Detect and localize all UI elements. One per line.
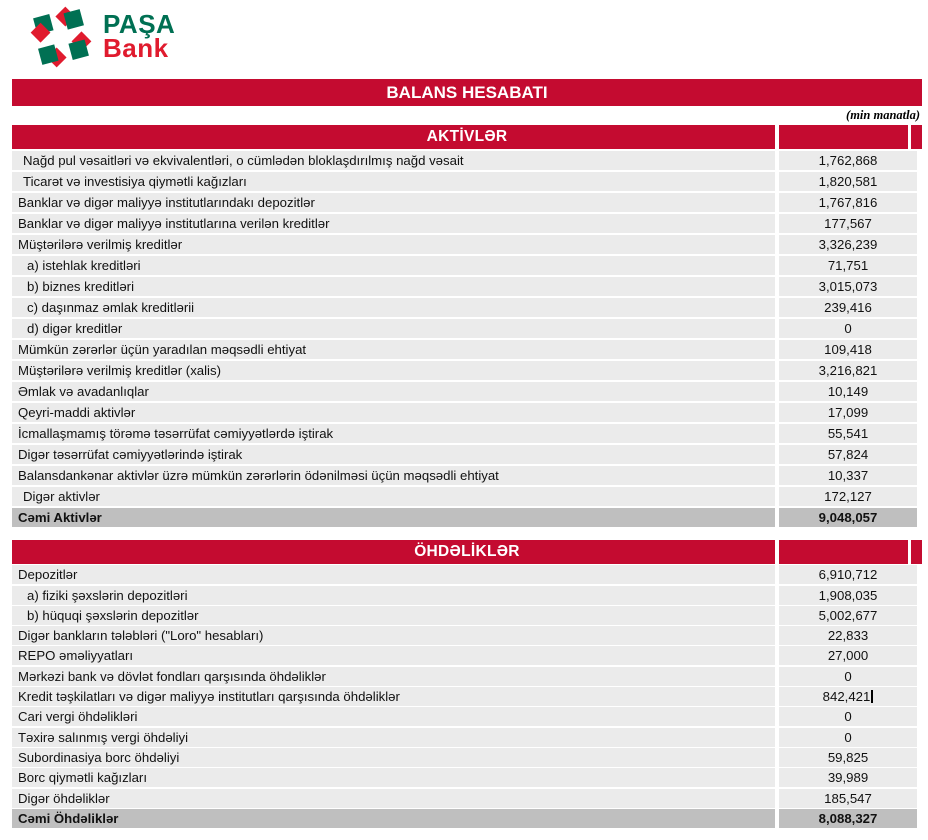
row-value-cell[interactable]: 842,421: [779, 687, 917, 706]
table-row: [12, 728, 922, 747]
row-value-cell[interactable]: 3,216,821: [779, 361, 917, 380]
logo-line-pasa: PAŞA: [103, 9, 176, 40]
logo-wordmark: [103, 9, 176, 63]
row-value-cell[interactable]: 177,567: [779, 214, 917, 233]
table-row: [12, 667, 922, 686]
table-row: [12, 340, 922, 359]
row-value-cell[interactable]: 109,418: [779, 340, 917, 359]
table-row: [12, 606, 922, 625]
row-value-cell[interactable]: 1,762,868: [779, 151, 917, 170]
row-label-cell[interactable]: Borc qiymətli kağızları: [12, 768, 775, 787]
row-value-cell[interactable]: 1,908,035: [779, 586, 917, 605]
table-row: [12, 382, 922, 401]
table-row: [12, 151, 922, 170]
unit-note: (min manatla): [846, 108, 920, 122]
row-label-cell[interactable]: Kredit təşkilatları və digər maliyyə institutları qarşısında öhdəliklər: [12, 687, 775, 706]
section-header-liabilities: [12, 540, 922, 564]
row-value-cell[interactable]: 10,149: [779, 382, 917, 401]
row-label-cell[interactable]: Qeyri-maddi aktivlər: [12, 403, 775, 422]
table-row: [12, 707, 922, 726]
row-label-cell[interactable]: Digər aktivlər: [12, 487, 775, 506]
row-label-cell[interactable]: b) hüquqi şəxslərin depozitlər: [12, 606, 775, 625]
row-label-cell[interactable]: İcmallaşmamış törəmə təsərrüfat cəmiyyətlərdə iştirak: [12, 424, 775, 443]
row-label-cell[interactable]: Cəmi Aktivlər: [12, 508, 775, 527]
row-label-cell[interactable]: Digər təsərrüfat cəmiyyətlərində iştirak: [12, 445, 775, 464]
table-row: [12, 403, 922, 422]
table-row: [12, 298, 922, 317]
row-label-cell[interactable]: Mərkəzi bank və dövlət fondları qarşısında öhdəliklər: [12, 667, 775, 686]
balance-sheet-page: [12, 0, 922, 828]
row-label-cell[interactable]: a) fiziki şəxslərin depozitləri: [12, 586, 775, 605]
row-value-cell[interactable]: 5,002,677: [779, 606, 917, 625]
table-row: [12, 687, 922, 706]
section-header-assets-label: AKTİVLƏR: [426, 128, 508, 145]
row-value-cell[interactable]: 185,547: [779, 789, 917, 808]
row-label-cell[interactable]: Banklar və digər maliyyə institutlarındakı depozitlər: [12, 193, 775, 212]
row-value-cell[interactable]: 0: [779, 707, 917, 726]
table-row: [12, 789, 922, 808]
table-row: [12, 193, 922, 212]
row-value-cell[interactable]: 55,541: [779, 424, 917, 443]
row-label-cell[interactable]: Depozitlər: [12, 565, 775, 584]
row-value-cell[interactable]: 3,326,239: [779, 235, 917, 254]
row-value-cell[interactable]: 0: [779, 728, 917, 747]
column-divider: [908, 125, 911, 149]
pasha-bank-pinwheel-icon: [30, 6, 92, 68]
table-row: [12, 256, 922, 275]
column-divider: [775, 125, 779, 149]
table-row: [12, 445, 922, 464]
row-label-cell[interactable]: Cari vergi öhdəlikləri: [12, 707, 775, 726]
table-row: [12, 748, 922, 767]
text-cursor: [871, 690, 873, 703]
column-divider: [908, 540, 911, 564]
row-value-cell[interactable]: 10,337: [779, 466, 917, 485]
row-value-cell[interactable]: 57,824: [779, 445, 917, 464]
row-value-cell[interactable]: 0: [779, 319, 917, 338]
table-row: [12, 646, 922, 665]
row-label-cell[interactable]: REPO əməliyyatları: [12, 646, 775, 665]
row-value-cell[interactable]: 71,751: [779, 256, 917, 275]
table-row: [12, 586, 922, 605]
row-value-cell[interactable]: 3,015,073: [779, 277, 917, 296]
row-label-cell[interactable]: b) biznes kreditləri: [12, 277, 775, 296]
table-row: [12, 319, 922, 338]
section-header-liabilities-label: ÖHDƏLİKLƏR: [414, 543, 520, 560]
table-row: [12, 214, 922, 233]
table-row: [12, 424, 922, 443]
row-label-cell[interactable]: Ticarət və investisiya qiymətli kağızları: [12, 172, 775, 191]
row-label-cell[interactable]: Müştərilərə verilmiş kreditlər (xalis): [12, 361, 775, 380]
liabilities-table: [12, 565, 922, 828]
row-value-cell[interactable]: 239,416: [779, 298, 917, 317]
row-label-cell[interactable]: c) daşınmaz əmlak kreditlərii: [12, 298, 775, 317]
table-row: [12, 768, 922, 787]
table-row: [12, 466, 922, 485]
row-label-cell[interactable]: Təxirə salınmış vergi öhdəliyi: [12, 728, 775, 747]
row-value-cell[interactable]: 59,825: [779, 748, 917, 767]
row-label-cell[interactable]: a) istehlak kreditləri: [12, 256, 775, 275]
row-label-cell[interactable]: Nağd pul vəsaitləri və ekvivalentləri, o cümlədən bloklaşdırılmış nağd vəsait: [12, 151, 775, 170]
row-label-cell[interactable]: Digər bankların tələbləri ("Loro" hesabları): [12, 626, 775, 645]
assets-table: [12, 151, 922, 527]
row-label-cell[interactable]: Subordinasiya borc öhdəliyi: [12, 748, 775, 767]
report-title-banner: BALANS HESABATI: [12, 79, 922, 106]
row-label-cell[interactable]: Mümkün zərərlər üçün yaradılan məqsədli ehtiyat: [12, 340, 775, 359]
row-value-cell[interactable]: 1,767,816: [779, 193, 917, 212]
row-value-cell[interactable]: 27,000: [779, 646, 917, 665]
table-row: [12, 172, 922, 191]
logo-line-bank: Bank: [103, 33, 169, 63]
row-value-cell[interactable]: 8,088,327: [779, 809, 917, 828]
row-value-cell[interactable]: 0: [779, 667, 917, 686]
total-row: [12, 809, 922, 828]
pasha-bank-logo: [30, 5, 922, 69]
table-row: [12, 361, 922, 380]
row-label-cell[interactable]: Əmlak və avadanlıqlar: [12, 382, 775, 401]
row-value-cell[interactable]: 22,833: [779, 626, 917, 645]
total-row: [12, 508, 922, 527]
row-label-cell[interactable]: Müştərilərə verilmiş kreditlər: [12, 235, 775, 254]
row-label-cell[interactable]: Banklar və digər maliyyə institutlarına verilən kreditlər: [12, 214, 775, 233]
row-label-cell[interactable]: Cəmi Öhdəliklər: [12, 809, 775, 828]
table-row: [12, 235, 922, 254]
row-value-cell[interactable]: 17,099: [779, 403, 917, 422]
row-value-cell[interactable]: 9,048,057: [779, 508, 917, 527]
section-header-assets: [12, 125, 922, 149]
column-divider: [775, 540, 779, 564]
row-label-cell[interactable]: Digər öhdəliklər: [12, 789, 775, 808]
row-value-cell[interactable]: 6,910,712: [779, 565, 917, 584]
table-row: [12, 626, 922, 645]
row-label-cell[interactable]: Balansdankənar aktivlər üzrə mümkün zərərlərin ödənilməsi üçün məqsədli ehtiyat: [12, 466, 775, 485]
row-label-cell[interactable]: d) digər kreditlər: [12, 319, 775, 338]
table-row: [12, 565, 922, 584]
row-value-cell[interactable]: 1,820,581: [779, 172, 917, 191]
row-value-cell[interactable]: 172,127: [779, 487, 917, 506]
table-row: [12, 277, 922, 296]
table-row: [12, 487, 922, 506]
row-value-cell[interactable]: 39,989: [779, 768, 917, 787]
